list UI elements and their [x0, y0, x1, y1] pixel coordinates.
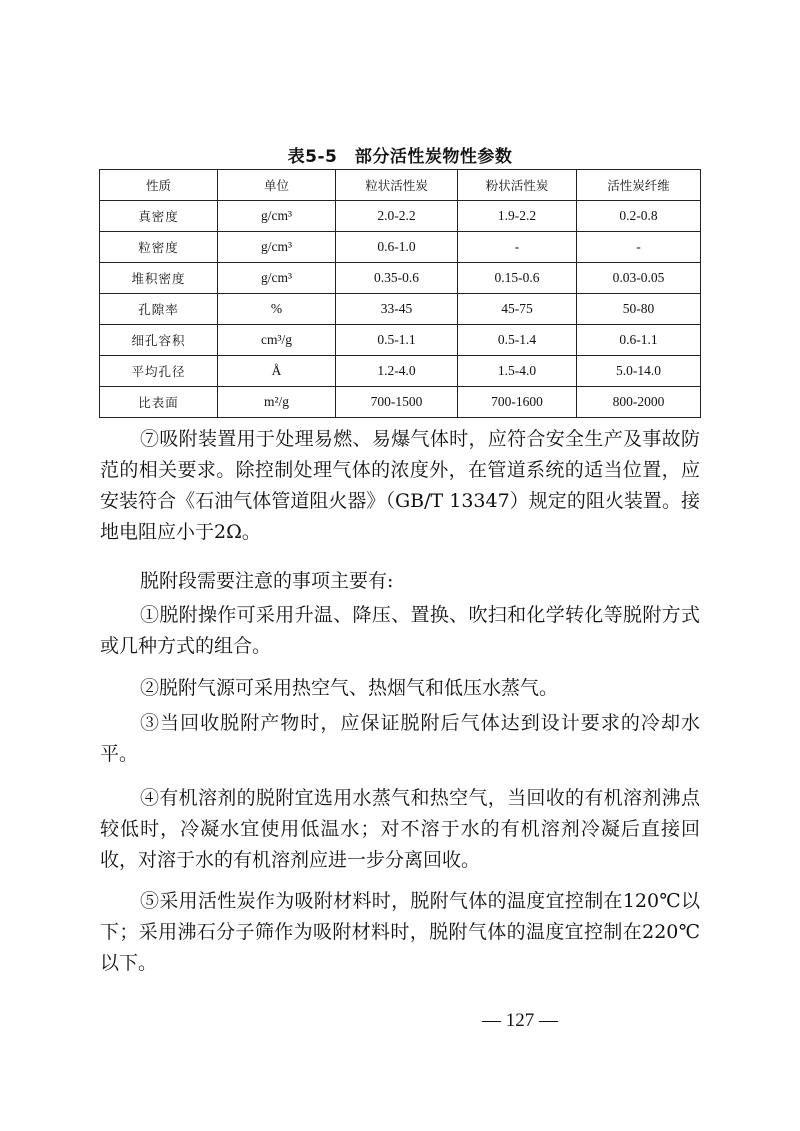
header-property: 性质 [100, 170, 218, 201]
table-row [100, 232, 701, 263]
table-row [100, 325, 701, 356]
header-unit: 单位 [218, 170, 336, 201]
cell-fiber: - [577, 232, 701, 263]
cell-powdered: 45-75 [458, 294, 577, 325]
cell-property: 平均孔径 [100, 356, 218, 387]
paragraph-desorption-intro: 脱附段需要注意的事项主要有: [140, 570, 394, 592]
cell-powdered: 1.5-4.0 [458, 356, 577, 387]
cell-property: 粒密度 [100, 232, 218, 263]
cell-property: 孔隙率 [100, 294, 218, 325]
cell-unit: m²/g [218, 387, 336, 418]
header-granular-carbon: 粒状活性炭 [336, 170, 458, 201]
cell-fiber: 50-80 [577, 294, 701, 325]
table-row [100, 387, 701, 418]
cell-fiber: 5.0-14.0 [577, 356, 701, 387]
cell-powdered: - [458, 232, 577, 263]
paragraph-desorption-gas-source: ②脱附气源可采用热空气、热烟气和低压水蒸气。 [140, 677, 559, 699]
table-row [100, 356, 701, 387]
cell-property: 真密度 [100, 201, 218, 232]
cell-fiber: 800-2000 [577, 387, 701, 418]
cell-granular: 0.6-1.0 [336, 232, 458, 263]
cell-fiber: 0.6-1.1 [577, 325, 701, 356]
paragraph-desorption-temperature: ⑤采用活性炭作为吸附材料时，脱附气体的温度宜控制在120℃以下；采用沸石分子筛作为吸附材料时，脱附气体的温度宜控制在220℃以下。 [100, 890, 700, 974]
cell-unit: g/cm³ [218, 201, 336, 232]
table-row [100, 263, 701, 294]
cell-unit: cm³/g [218, 325, 336, 356]
cell-granular: 0.5-1.1 [336, 325, 458, 356]
cell-unit: g/cm³ [218, 263, 336, 294]
cell-powdered: 700-1600 [458, 387, 577, 418]
table-title: 表5-5 部分活性炭物性参数 [287, 147, 513, 167]
activated-carbon-parameters-table [99, 169, 701, 418]
cell-property: 细孔容积 [100, 325, 218, 356]
cell-powdered: 0.5-1.4 [458, 325, 577, 356]
cell-property: 堆积密度 [100, 263, 218, 294]
cell-unit: % [218, 294, 336, 325]
paragraph-fire-safety: ⑦吸附装置用于处理易燃、易爆气体时，应符合安全生产及事故防范的相关要求。除控制处理气体的浓度外，在管道系统的适当位置，应安装符合《石油气体管道阻火器》（GB/T 13347）规定的阻火装置。接地电阻应小于2Ω。 [100, 428, 700, 543]
cell-property: 比表面 [100, 387, 218, 418]
table-row [100, 201, 701, 232]
cell-powdered: 0.15-0.6 [458, 263, 577, 294]
cell-granular: 33-45 [336, 294, 458, 325]
header-powdered-carbon: 粉状活性炭 [458, 170, 577, 201]
table-header-row [100, 170, 701, 201]
paragraph-solvent-desorption: ④有机溶剂的脱附宜选用水蒸气和热空气，当回收的有机溶剂沸点较低时，冷凝水宜使用低温水；对不溶于水的有机溶剂冷凝后直接回收，对溶于水的有机溶剂应进一步分离回收。 [100, 787, 700, 871]
cell-granular: 0.35-0.6 [336, 263, 458, 294]
paragraph-desorption-method: ①脱附操作可采用升温、降压、置换、吹扫和化学转化等脱附方式或几种方式的组合。 [100, 604, 700, 657]
paragraph-product-recovery: ③当回收脱附产物时，应保证脱附后气体达到设计要求的冷却水平。 [100, 712, 700, 765]
cell-unit: Å [218, 356, 336, 387]
cell-granular: 700-1500 [336, 387, 458, 418]
cell-granular: 1.2-4.0 [336, 356, 458, 387]
table-row [100, 294, 701, 325]
page-number: — 127 — [482, 1010, 558, 1031]
cell-unit: g/cm³ [218, 232, 336, 263]
header-carbon-fiber: 活性炭纤维 [577, 170, 701, 201]
cell-fiber: 0.2-0.8 [577, 201, 701, 232]
cell-fiber: 0.03-0.05 [577, 263, 701, 294]
cell-powdered: 1.9-2.2 [458, 201, 577, 232]
cell-granular: 2.0-2.2 [336, 201, 458, 232]
